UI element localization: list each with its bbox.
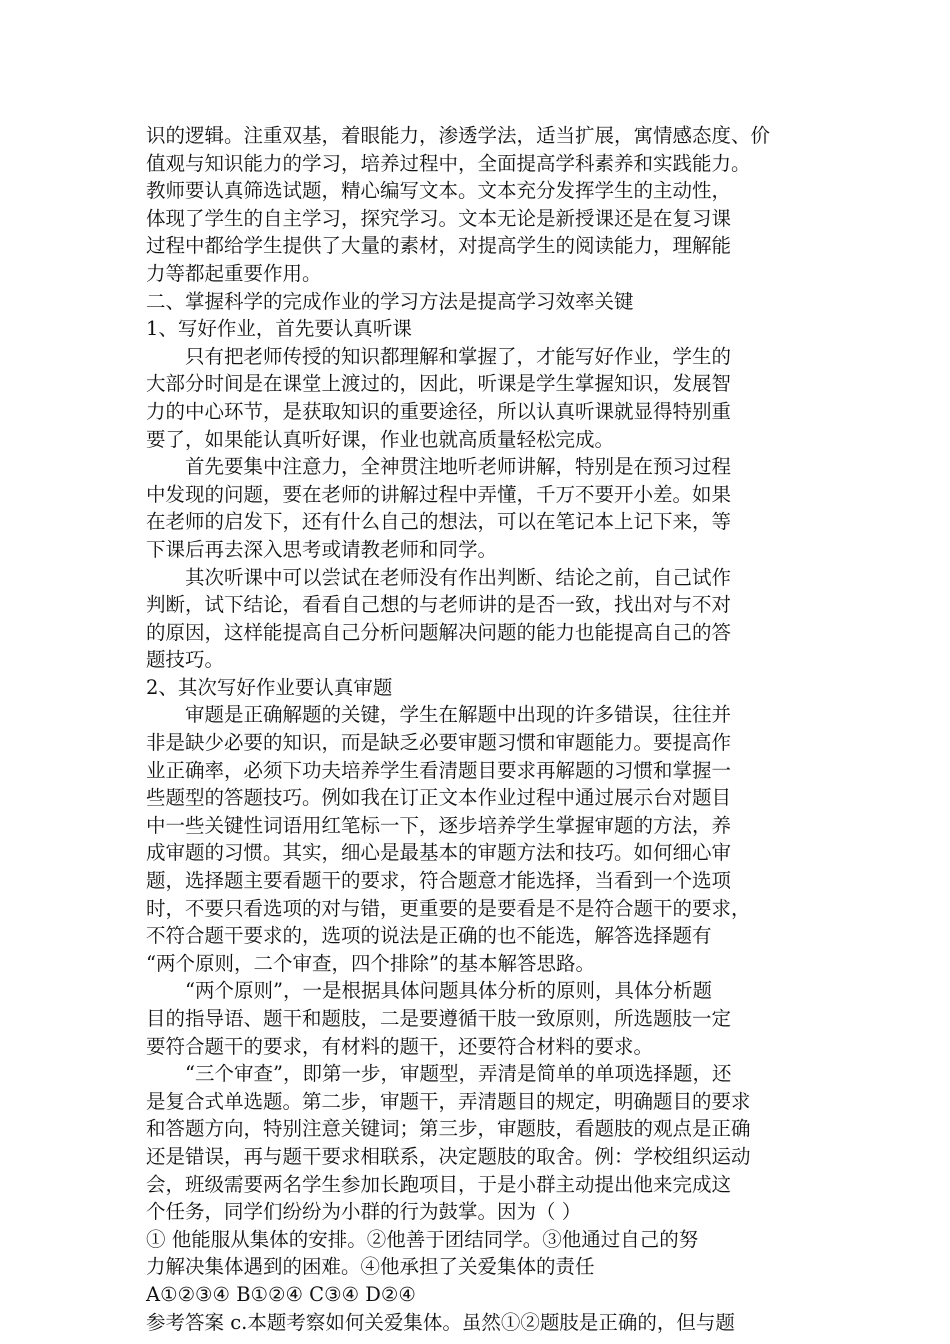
subsection-heading: 2、其次写好作业要认真审题 — [146, 675, 393, 699]
text-line: 下课后再去深入思考或请教老师和同学。 — [146, 537, 498, 561]
text-line: 成审题的习惯。其实，细心是最基本的审题方法和技巧。如何细心审 — [146, 841, 732, 865]
text-line: 其次听课中可以尝试在老师没有作出判断、结论之前，自己试作 — [185, 565, 732, 589]
text-line: 题，选择题主要看题干的要求，符合题意才能选择，当看到一个选项 — [146, 869, 732, 893]
text-line: 教师要认真筛选试题，精心编写文本。文本充分发挥学生的主动性， — [146, 179, 732, 203]
text-line: 些题型的答题技巧。例如我在订正文本作业过程中通过展示台对题目 — [146, 786, 732, 810]
text-line: 是复合式单选题。第二步，审题干，弄清题目的规定，明确题目的要求 — [146, 1089, 751, 1113]
text-line: 中一些关键性词语用红笔标一下，逐步培养学生掌握审题的方法，养 — [146, 813, 732, 837]
text-line: 值观与知识能力的学习，培养过程中，全面提高学科素养和实践能力。 — [146, 151, 751, 175]
text-line: 过程中都给学生提供了大量的素材，对提高学生的阅读能力，理解能 — [146, 234, 732, 258]
question-options-text: ① 他能服从集体的安排。②他善于团结同学。③他通过自己的努 — [146, 1227, 699, 1251]
text-line: 审题是正确解题的关键，学生在解题中出现的许多错误，往往并 — [185, 703, 732, 727]
text-line: “两个原则，二个审查，四个排除”的基本解答思路。 — [146, 951, 595, 975]
text-line: 识的逻辑。注重双基，着眼能力，渗透学法，适当扩展，寓情感态度、价 — [146, 124, 771, 147]
text-line: 目的指导语、题干和题肢，二是要遵循干肢一致原则，所选题肢一定 — [146, 1007, 732, 1030]
text-line: 要符合题干的要求，有材料的题干，还要符合材料的要求。 — [146, 1034, 654, 1058]
text-line: 在老师的启发下，还有什么自己的想法，可以在笔记本上记下来，等 — [146, 510, 732, 534]
text-line: 只有把老师传授的知识都理解和掌握了，才能写好作业，学生的 — [185, 344, 732, 368]
text-line: 不符合题干要求的，选项的说法是正确的也不能选，解答选择题有 — [146, 924, 712, 948]
question-stem: 个任务，同学们纷纷为小群的行为鼓掌。因为（ ） — [146, 1200, 582, 1224]
text-line: 会，班级需要两名学生参加长跑项目，于是小群主动提出他来完成这 — [146, 1172, 732, 1196]
text-line: 业正确率，必须下功夫培养学生看清题目要求再解题的习惯和掌握一 — [146, 758, 732, 782]
text-line: 时，不要只看选项的对与错，更重要的是要看是不是符合题干的要求， — [146, 896, 751, 920]
question-options-text: 力解决集体遇到的困难。④他承担了关爱集体的责任 — [146, 1255, 595, 1279]
text-line: 首先要集中注意力，全神贯注地听老师讲解，特别是在预习过程 — [185, 455, 732, 479]
subsection-heading: 1、写好作业，首先要认真听课 — [146, 317, 412, 341]
document-body — [146, 122, 822, 1336]
text-line: 还是错误，再与题干要求相联系，决定题肢的取舍。例：学校组织运动 — [146, 1144, 751, 1168]
text-line: 的原因，这样能提高自己分析问题解决问题的能力也能提高自己的答 — [146, 620, 732, 644]
text-line: 题技巧。 — [146, 648, 225, 672]
text-line: “两个原则”，一是根据具体问题具体分析的原则，具体分析题 — [185, 979, 712, 1003]
answer-choices: A①②③④ B①②④ C③④ D②④ — [146, 1282, 416, 1306]
text-line: 力等都起重要作用。 — [146, 261, 322, 285]
reference-answer: 参考答案 c.本题考察如何关爱集体。虽然①②题肢是正确的，但与题 — [146, 1310, 735, 1334]
text-line: 和答题方向，特别注意关键词；第三步，审题肢，看题肢的观点是正确 — [146, 1117, 751, 1141]
text-line: “三个审查”，即第一步，审题型，弄清是简单的单项选择题，还 — [185, 1062, 732, 1086]
text-line: 体现了学生的自主学习，探究学习。文本无论是新授课还是在复习课 — [146, 206, 732, 230]
text-line: 要了，如果能认真听好课，作业也就高质量轻松完成。 — [146, 427, 615, 451]
text-line: 中发现的问题，要在老师的讲解过程中弄懂，千万不要开小差。如果 — [146, 482, 732, 506]
section-heading: 二、掌握科学的完成作业的学习方法是提高学习效率关键 — [146, 289, 634, 313]
text-line: 判断，试下结论，看看自己想的与老师讲的是否一致，找出对与不对 — [146, 593, 732, 617]
text-line: 力的中心环节，是获取知识的重要途径，所以认真听课就显得特别重 — [146, 399, 732, 423]
text-line: 非是缺少必要的知识，而是缺乏必要审题习惯和审题能力。要提高作 — [146, 731, 732, 755]
text-line: 大部分时间是在课堂上渡过的，因此，听课是学生掌握知识，发展智 — [146, 372, 732, 396]
